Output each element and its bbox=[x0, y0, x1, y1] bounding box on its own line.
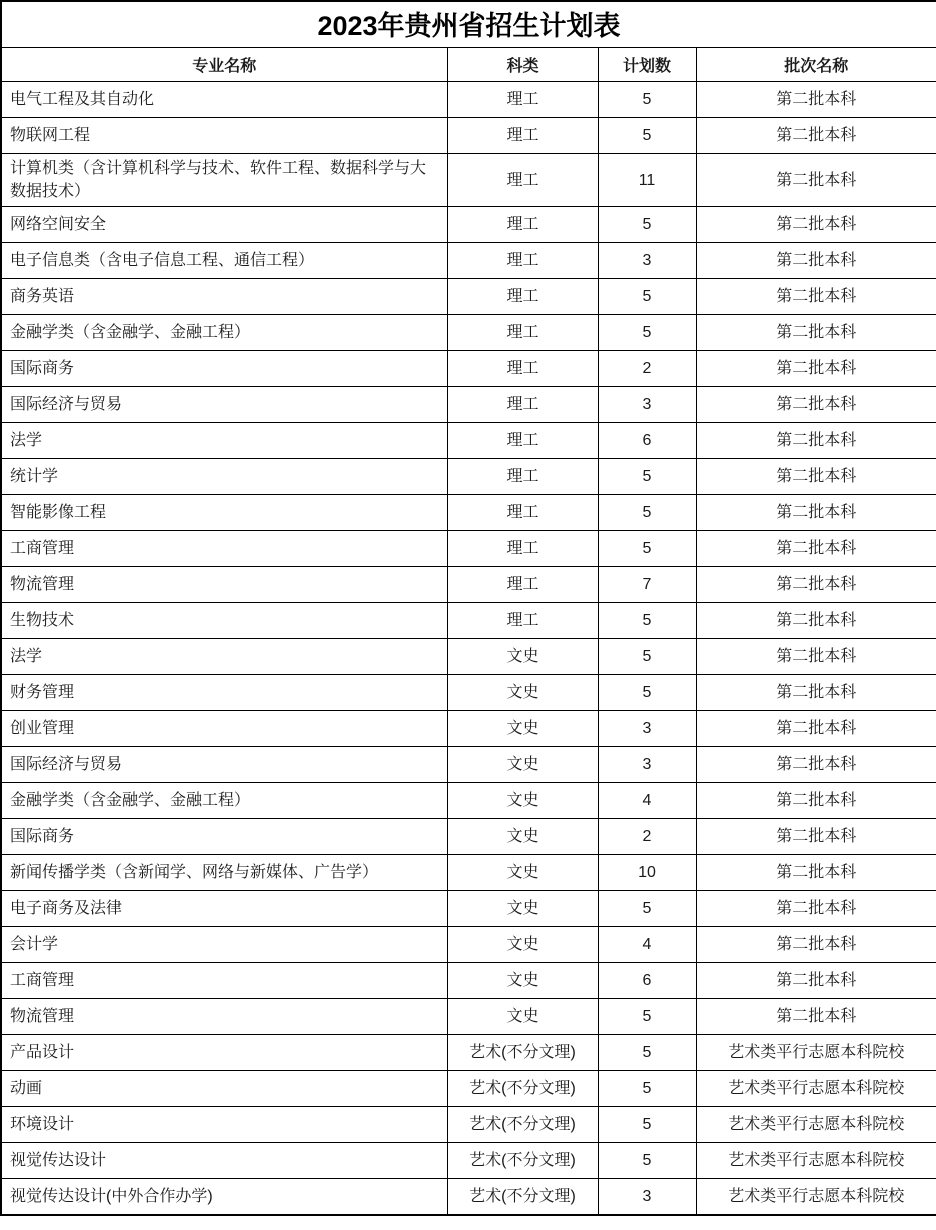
count-cell: 2 bbox=[598, 351, 696, 387]
table-row bbox=[1, 855, 936, 891]
table-row bbox=[1, 675, 936, 711]
major-cell: 金融学类（含金融学、金融工程） bbox=[1, 783, 447, 819]
count-cell: 4 bbox=[598, 927, 696, 963]
count-cell: 5 bbox=[598, 675, 696, 711]
table-row bbox=[1, 459, 936, 495]
batch-cell: 艺术类平行志愿本科院校 bbox=[696, 1071, 936, 1107]
category-cell: 文史 bbox=[447, 783, 598, 819]
count-cell: 5 bbox=[598, 315, 696, 351]
batch-cell: 第二批本科 bbox=[696, 711, 936, 747]
major-cell: 网络空间安全 bbox=[1, 207, 447, 243]
category-cell: 理工 bbox=[447, 279, 598, 315]
category-cell: 文史 bbox=[447, 855, 598, 891]
batch-cell: 第二批本科 bbox=[696, 351, 936, 387]
table-row bbox=[1, 999, 936, 1035]
category-cell: 理工 bbox=[447, 82, 598, 118]
batch-cell: 第二批本科 bbox=[696, 279, 936, 315]
major-cell: 物流管理 bbox=[1, 567, 447, 603]
major-cell: 智能影像工程 bbox=[1, 495, 447, 531]
count-cell: 5 bbox=[598, 495, 696, 531]
category-cell: 理工 bbox=[447, 118, 598, 154]
major-cell: 工商管理 bbox=[1, 531, 447, 567]
table-row bbox=[1, 243, 936, 279]
table-row bbox=[1, 118, 936, 154]
major-cell: 创业管理 bbox=[1, 711, 447, 747]
major-cell: 电气工程及其自动化 bbox=[1, 82, 447, 118]
count-cell: 5 bbox=[598, 603, 696, 639]
count-cell: 10 bbox=[598, 855, 696, 891]
major-cell: 环境设计 bbox=[1, 1107, 447, 1143]
major-cell: 电子信息类（含电子信息工程、通信工程） bbox=[1, 243, 447, 279]
major-cell: 新闻传播学类（含新闻学、网络与新媒体、广告学） bbox=[1, 855, 447, 891]
table-row bbox=[1, 819, 936, 855]
category-cell: 理工 bbox=[447, 315, 598, 351]
table-row bbox=[1, 639, 936, 675]
table-row bbox=[1, 351, 936, 387]
count-cell: 5 bbox=[598, 1035, 696, 1071]
batch-cell: 第二批本科 bbox=[696, 819, 936, 855]
major-cell: 工商管理 bbox=[1, 963, 447, 999]
count-cell: 3 bbox=[598, 387, 696, 423]
table-row bbox=[1, 783, 936, 819]
count-cell: 5 bbox=[598, 1143, 696, 1179]
table-row bbox=[1, 82, 936, 118]
category-cell: 文史 bbox=[447, 711, 598, 747]
batch-cell: 第二批本科 bbox=[696, 675, 936, 711]
col-header-count: 计划数 bbox=[598, 48, 696, 82]
major-cell: 物联网工程 bbox=[1, 118, 447, 154]
category-cell: 文史 bbox=[447, 675, 598, 711]
count-cell: 5 bbox=[598, 118, 696, 154]
category-cell: 文史 bbox=[447, 747, 598, 783]
count-cell: 7 bbox=[598, 567, 696, 603]
category-cell: 理工 bbox=[447, 459, 598, 495]
category-cell: 艺术(不分文理) bbox=[447, 1107, 598, 1143]
table-row bbox=[1, 495, 936, 531]
title-row bbox=[1, 1, 936, 48]
major-cell: 计算机类（含计算机科学与技术、软件工程、数据科学与大数据技术） bbox=[1, 154, 447, 207]
major-cell: 法学 bbox=[1, 423, 447, 459]
count-cell: 5 bbox=[598, 891, 696, 927]
batch-cell: 第二批本科 bbox=[696, 963, 936, 999]
category-cell: 理工 bbox=[447, 387, 598, 423]
category-cell: 文史 bbox=[447, 927, 598, 963]
major-cell: 国际商务 bbox=[1, 819, 447, 855]
batch-cell: 艺术类平行志愿本科院校 bbox=[696, 1035, 936, 1071]
batch-cell: 第二批本科 bbox=[696, 315, 936, 351]
table-row bbox=[1, 603, 936, 639]
count-cell: 5 bbox=[598, 999, 696, 1035]
count-cell: 5 bbox=[598, 207, 696, 243]
category-cell: 理工 bbox=[447, 495, 598, 531]
col-header-category: 科类 bbox=[447, 48, 598, 82]
batch-cell: 第二批本科 bbox=[696, 118, 936, 154]
count-cell: 5 bbox=[598, 1107, 696, 1143]
major-cell: 国际经济与贸易 bbox=[1, 387, 447, 423]
batch-cell: 第二批本科 bbox=[696, 891, 936, 927]
count-cell: 5 bbox=[598, 1071, 696, 1107]
major-cell: 生物技术 bbox=[1, 603, 447, 639]
count-cell: 11 bbox=[598, 154, 696, 207]
batch-cell: 第二批本科 bbox=[696, 567, 936, 603]
col-header-batch: 批次名称 bbox=[696, 48, 936, 82]
batch-cell: 第二批本科 bbox=[696, 783, 936, 819]
table-row bbox=[1, 963, 936, 999]
category-cell: 文史 bbox=[447, 819, 598, 855]
batch-cell: 艺术类平行志愿本科院校 bbox=[696, 1143, 936, 1179]
count-cell: 3 bbox=[598, 1179, 696, 1215]
count-cell: 5 bbox=[598, 459, 696, 495]
table-row bbox=[1, 1071, 936, 1107]
batch-cell: 第二批本科 bbox=[696, 999, 936, 1035]
count-cell: 5 bbox=[598, 82, 696, 118]
page-title: 2023年贵州省招生计划表 bbox=[1, 1, 936, 48]
batch-cell: 第二批本科 bbox=[696, 243, 936, 279]
batch-cell: 第二批本科 bbox=[696, 387, 936, 423]
major-cell: 物流管理 bbox=[1, 999, 447, 1035]
category-cell: 理工 bbox=[447, 423, 598, 459]
table-row bbox=[1, 423, 936, 459]
batch-cell: 第二批本科 bbox=[696, 82, 936, 118]
table-row bbox=[1, 1107, 936, 1143]
table-row bbox=[1, 1143, 936, 1179]
col-header-major: 专业名称 bbox=[1, 48, 447, 82]
category-cell: 文史 bbox=[447, 999, 598, 1035]
batch-cell: 第二批本科 bbox=[696, 495, 936, 531]
table-row bbox=[1, 567, 936, 603]
table-row bbox=[1, 927, 936, 963]
category-cell: 理工 bbox=[447, 603, 598, 639]
count-cell: 5 bbox=[598, 531, 696, 567]
category-cell: 理工 bbox=[447, 154, 598, 207]
category-cell: 艺术(不分文理) bbox=[447, 1143, 598, 1179]
category-cell: 文史 bbox=[447, 891, 598, 927]
category-cell: 艺术(不分文理) bbox=[447, 1035, 598, 1071]
batch-cell: 第二批本科 bbox=[696, 603, 936, 639]
count-cell: 3 bbox=[598, 747, 696, 783]
batch-cell: 第二批本科 bbox=[696, 531, 936, 567]
table-row bbox=[1, 747, 936, 783]
count-cell: 4 bbox=[598, 783, 696, 819]
table-row bbox=[1, 891, 936, 927]
count-cell: 6 bbox=[598, 963, 696, 999]
table-row bbox=[1, 711, 936, 747]
category-cell: 理工 bbox=[447, 531, 598, 567]
table-row bbox=[1, 1179, 936, 1215]
batch-cell: 第二批本科 bbox=[696, 154, 936, 207]
count-cell: 6 bbox=[598, 423, 696, 459]
category-cell: 理工 bbox=[447, 207, 598, 243]
table-row bbox=[1, 387, 936, 423]
major-cell: 商务英语 bbox=[1, 279, 447, 315]
count-cell: 5 bbox=[598, 639, 696, 675]
batch-cell: 艺术类平行志愿本科院校 bbox=[696, 1179, 936, 1215]
table-row bbox=[1, 154, 936, 207]
major-cell: 统计学 bbox=[1, 459, 447, 495]
major-cell: 财务管理 bbox=[1, 675, 447, 711]
batch-cell: 艺术类平行志愿本科院校 bbox=[696, 1107, 936, 1143]
major-cell: 国际商务 bbox=[1, 351, 447, 387]
table-row bbox=[1, 315, 936, 351]
table-row bbox=[1, 207, 936, 243]
major-cell: 金融学类（含金融学、金融工程） bbox=[1, 315, 447, 351]
table-row bbox=[1, 1035, 936, 1071]
category-cell: 艺术(不分文理) bbox=[447, 1071, 598, 1107]
count-cell: 2 bbox=[598, 819, 696, 855]
category-cell: 文史 bbox=[447, 963, 598, 999]
batch-cell: 第二批本科 bbox=[696, 207, 936, 243]
batch-cell: 第二批本科 bbox=[696, 927, 936, 963]
category-cell: 理工 bbox=[447, 243, 598, 279]
major-cell: 动画 bbox=[1, 1071, 447, 1107]
major-cell: 国际经济与贸易 bbox=[1, 747, 447, 783]
category-cell: 艺术(不分文理) bbox=[447, 1179, 598, 1215]
batch-cell: 第二批本科 bbox=[696, 747, 936, 783]
category-cell: 理工 bbox=[447, 351, 598, 387]
table-body bbox=[1, 82, 936, 1215]
major-cell: 视觉传达设计(中外合作办学) bbox=[1, 1179, 447, 1215]
major-cell: 法学 bbox=[1, 639, 447, 675]
batch-cell: 第二批本科 bbox=[696, 639, 936, 675]
batch-cell: 第二批本科 bbox=[696, 855, 936, 891]
count-cell: 3 bbox=[598, 243, 696, 279]
major-cell: 电子商务及法律 bbox=[1, 891, 447, 927]
category-cell: 理工 bbox=[447, 567, 598, 603]
major-cell: 视觉传达设计 bbox=[1, 1143, 447, 1179]
batch-cell: 第二批本科 bbox=[696, 423, 936, 459]
major-cell: 会计学 bbox=[1, 927, 447, 963]
header-row bbox=[1, 48, 936, 82]
table-row bbox=[1, 279, 936, 315]
category-cell: 文史 bbox=[447, 639, 598, 675]
count-cell: 3 bbox=[598, 711, 696, 747]
batch-cell: 第二批本科 bbox=[696, 459, 936, 495]
major-cell: 产品设计 bbox=[1, 1035, 447, 1071]
count-cell: 5 bbox=[598, 279, 696, 315]
table-row bbox=[1, 531, 936, 567]
